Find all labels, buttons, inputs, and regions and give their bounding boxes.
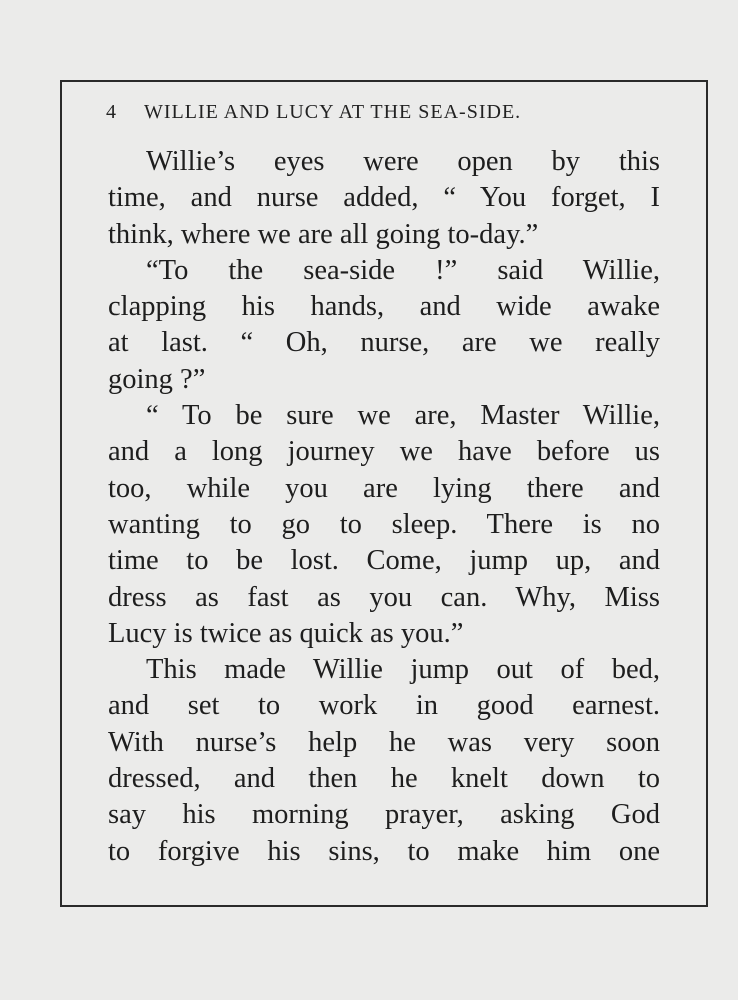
text-line: say his morning prayer, asking God bbox=[108, 799, 660, 831]
page-number: 4 bbox=[106, 101, 117, 123]
text-line: and a long journey we have before us bbox=[108, 436, 660, 468]
text-line: wanting to go to sleep. There is no bbox=[108, 508, 660, 540]
text-line: too, while you are lying there and bbox=[108, 472, 660, 504]
text-line: dressed, and then he knelt down to bbox=[108, 763, 660, 795]
text-line: Willie’s eyes were open by this bbox=[146, 146, 660, 177]
body-text bbox=[108, 144, 660, 870]
text-line: time, and nurse added, “ You forget, I bbox=[108, 182, 660, 214]
text-line: to forgive his sins, to make him one bbox=[108, 835, 660, 867]
text-line: at last. “ Oh, nurse, are we really bbox=[108, 327, 660, 359]
text-line: This made Willie jump out of bed, bbox=[146, 654, 660, 686]
text-line: clapping his hands, and wide awake bbox=[108, 291, 660, 323]
text-line: With nurse’s help he was very soon bbox=[108, 726, 660, 758]
text-line: “To the sea-side !” said Willie, bbox=[146, 254, 660, 286]
running-title: WILLIE AND LUCY AT THE SEA-SIDE. bbox=[144, 101, 522, 123]
text-line: “ To be sure we are, Master Willie, bbox=[146, 400, 660, 432]
text-line: dress as fast as you can. Why, Miss bbox=[108, 581, 660, 613]
text-line: Lucy is twice as quick as you.” bbox=[108, 617, 464, 649]
text-line: and set to work in good earnest. bbox=[108, 690, 660, 722]
text-line: time to be lost. Come, jump up, and bbox=[108, 545, 660, 577]
text-line: think, where we are all going to-day.” bbox=[108, 218, 539, 250]
text-line: going ?” bbox=[108, 363, 206, 395]
running-header bbox=[106, 101, 666, 124]
